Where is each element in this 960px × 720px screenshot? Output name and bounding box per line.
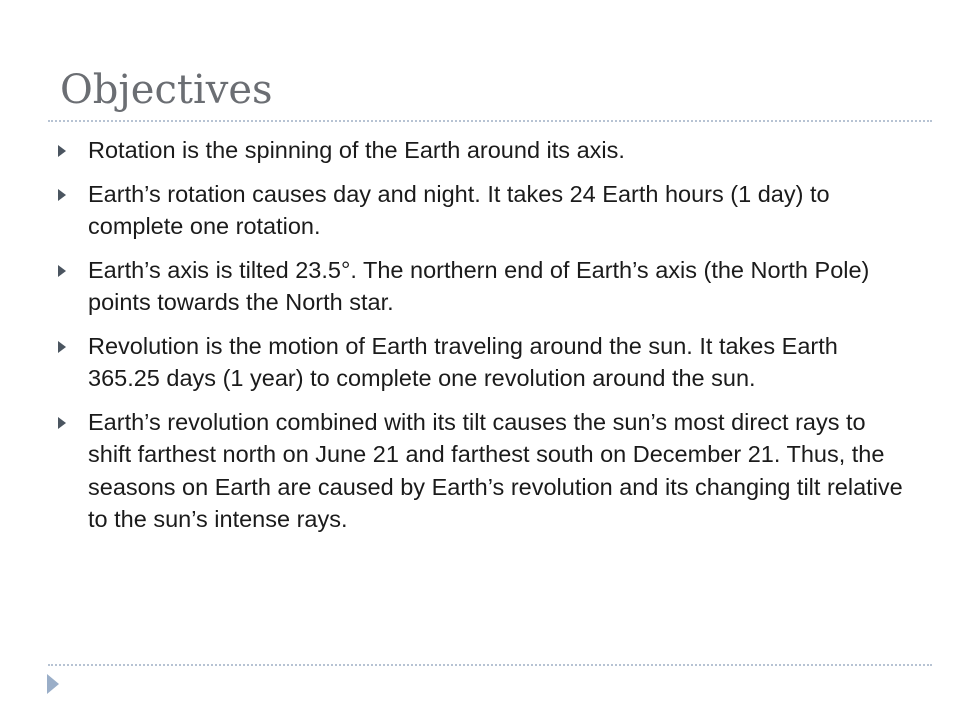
triangle-bullet-icon <box>58 265 66 277</box>
bullet-text: Revolution is the motion of Earth traveling around the sun. It takes Earth 365.25 days (1 year) to complete one revolution around the sun. <box>88 332 838 391</box>
bullet-text: Earth’s revolution combined with its tilt causes the sun’s most direct rays to shift farthest north on June 21 and farthest south on December 21. Thus, the seasons on Earth are caused by Earth’s revolution and its changing tilt relative to the sun’s intense rays. <box>88 408 903 532</box>
bullet-text: Earth’s rotation causes day and night. It takes 24 Earth hours (1 day) to complete one rotation. <box>88 180 830 239</box>
triangle-bullet-icon <box>58 341 66 353</box>
list-item <box>56 134 914 167</box>
title-divider <box>48 120 932 122</box>
next-slide-arrow-icon[interactable] <box>47 674 59 694</box>
bullet-text: Earth’s axis is tilted 23.5°. The northern end of Earth’s axis (the North Pole) points towards the North star. <box>88 256 870 315</box>
list-item <box>56 178 914 243</box>
footer-divider <box>48 664 932 666</box>
list-item <box>56 330 914 395</box>
objectives-list <box>56 134 914 547</box>
triangle-bullet-icon <box>58 417 66 429</box>
triangle-bullet-icon <box>58 145 66 157</box>
list-item <box>56 406 914 536</box>
bullet-text: Rotation is the spinning of the Earth around its axis. <box>88 137 625 163</box>
list-item <box>56 254 914 319</box>
slide-title: Objectives <box>60 67 273 113</box>
triangle-bullet-icon <box>58 189 66 201</box>
